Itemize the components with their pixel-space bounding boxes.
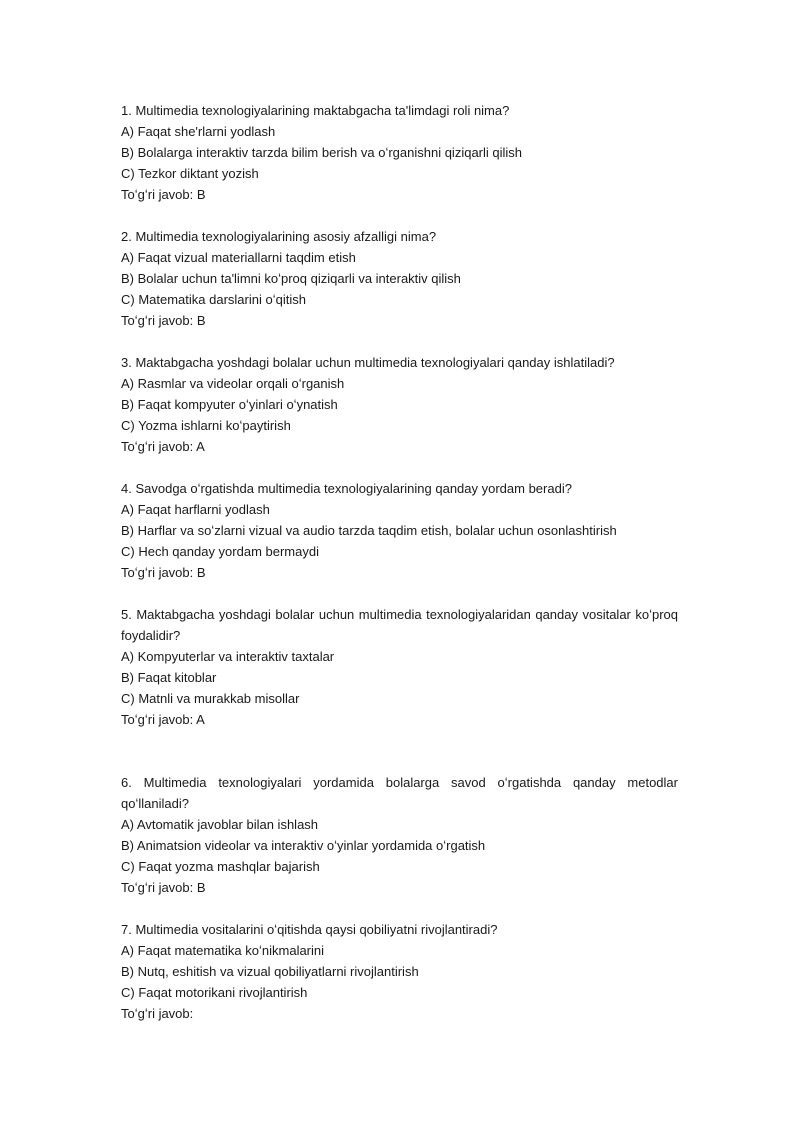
question-block-6: [121, 772, 678, 898]
spacer: [121, 583, 678, 604]
question-block-7: [121, 919, 678, 1024]
option-a: A) Faqat harflarni yodlash: [121, 502, 270, 517]
option-a: A) Faqat vizual materiallarni taqdim etish: [121, 250, 356, 265]
option-c: C) Tezkor diktant yozish: [121, 166, 259, 181]
question-text-line-1: 6. Multimedia texnologiyalari yordamida bolalarga savod oʻrgatishda qanday metodlar: [121, 775, 678, 790]
question-text: 1. Multimedia texnologiyalarining maktabgacha ta'limdagi roli nima?: [121, 103, 510, 118]
option-a: A) Kompyuterlar va interaktiv taxtalar: [121, 649, 335, 664]
correct-answer: Toʻgʻri javob: A: [121, 712, 205, 727]
option-b: B) Bolalar uchun ta'limni koʻproq qiziqarli va interaktiv qilish: [121, 271, 461, 286]
option-b: B) Nutq, eshitish va vizual qobiliyatlarni rivojlantirish: [121, 964, 419, 979]
option-c: C) Yozma ishlarni koʻpaytirish: [121, 418, 291, 433]
spacer: [121, 730, 678, 772]
correct-answer: Toʻgʻri javob: A: [121, 439, 205, 454]
option-a: A) Avtomatik javoblar bilan ishlash: [121, 817, 319, 832]
option-a: A) Faqat matematika koʻnikmalarini: [121, 943, 325, 958]
correct-answer: Toʻgʻri javob: B: [121, 313, 206, 328]
question-text-line-2: qoʻllaniladi?: [121, 796, 189, 811]
option-b: B) Harflar va soʻzlarni vizual va audio tarzda taqdim etish, bolalar uchun osonlashtirish: [121, 523, 617, 538]
spacer: [121, 331, 678, 352]
question-block-5: [121, 604, 678, 730]
correct-answer: Toʻgʻri javob:: [121, 1006, 194, 1021]
question-block-1: [121, 100, 678, 205]
option-b: B) Faqat kitoblar: [121, 670, 217, 685]
document-page: [121, 100, 678, 1024]
correct-answer: Toʻgʻri javob: B: [121, 187, 206, 202]
option-c: C) Matnli va murakkab misollar: [121, 691, 300, 706]
question-text: 3. Maktabgacha yoshdagi bolalar uchun multimedia texnologiyalari qanday ishlatiladi?: [121, 355, 615, 370]
option-b: B) Faqat kompyuter oʻyinlari oʻynatish: [121, 397, 338, 412]
option-c: C) Faqat motorikani rivojlantirish: [121, 985, 308, 1000]
option-c: C) Faqat yozma mashqlar bajarish: [121, 859, 320, 874]
option-a: A) Rasmlar va videolar orqali oʻrganish: [121, 376, 345, 391]
option-b: B) Bolalarga interaktiv tarzda bilim berish va oʻrganishni qiziqarli qilish: [121, 145, 523, 160]
question-block-4: [121, 478, 678, 583]
question-text: 4. Savodga oʻrgatishda multimedia texnologiyalarining qanday yordam beradi?: [121, 481, 572, 496]
question-text-line-2: foydalidir?: [121, 628, 181, 643]
spacer: [121, 205, 678, 226]
question-text: 2. Multimedia texnologiyalarining asosiy afzalligi nima?: [121, 229, 437, 244]
question-block-3: [121, 352, 678, 457]
question-block-2: [121, 226, 678, 331]
spacer: [121, 898, 678, 919]
question-text: 7. Multimedia vositalarini oʻqitishda qaysi qobiliyatni rivojlantiradi?: [121, 922, 498, 937]
spacer: [121, 457, 678, 478]
option-a: A) Faqat she'rlarni yodlash: [121, 124, 276, 139]
correct-answer: Toʻgʻri javob: B: [121, 880, 206, 895]
question-text-line-1: 5. Maktabgacha yoshdagi bolalar uchun multimedia texnologiyalaridan qanday vositalar koʻproq: [121, 607, 678, 622]
correct-answer: Toʻgʻri javob: B: [121, 565, 206, 580]
option-c: C) Hech qanday yordam bermaydi: [121, 544, 319, 559]
option-b: B) Animatsion videolar va interaktiv oʻyinlar yordamida oʻrgatish: [121, 838, 486, 853]
option-c: C) Matematika darslarini oʻqitish: [121, 292, 306, 307]
